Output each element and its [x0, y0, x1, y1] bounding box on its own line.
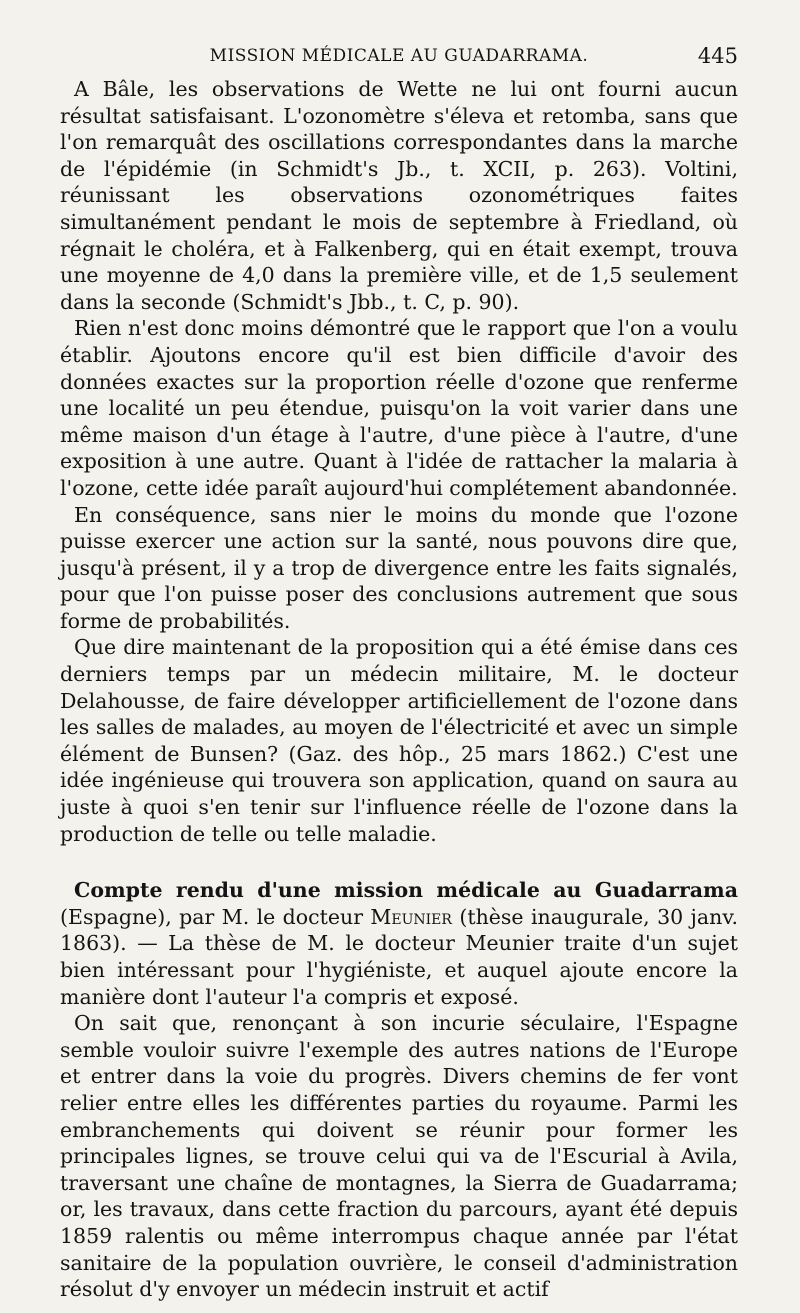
- body-text: [60, 76, 738, 1303]
- review-rest: (thèse inaugurale, 30 janv. 1863). — La thèse de M. le docteur Meunier traite d'un sujet bien intéressant pour l'hygiéniste, et auquel ajoute encore la manière dont l'auteur l'a compris et exposé.: [60, 904, 738, 1009]
- section-gap: [60, 847, 738, 877]
- paragraph-rapport: Rien n'est donc moins démontré que le rapport que l'on a voulu établir. Ajoutons encore qu'il est bien difficile d'avoir des données exactes sur la proportion réelle d'ozone que renferme une localité un peu étendue, puisqu'on la voit varier dans une même maison d'un étage à l'autre, d'une pièce à l'autre, d'une exposition à une autre. Quant à l'idée de rattacher la malaria à l'ozone, cette idée paraît aujourd'hui complétement abandonnée.: [60, 316, 738, 500]
- running-head: [60, 36, 738, 76]
- paragraph-delahousse: Que dire maintenant de la proposition qui a été émise dans ces derniers temps par un médecin militaire, M. le docteur Delahousse, de faire développer artificiellement de l'ozone dans les salles de malades, au moyen de l'électricité et avec un simple élément de Bunsen? (Gaz. des hôp., 25 mars 1862.) C'est une idée ingénieuse qui trouvera son application, quand on saura au juste à quoi s'en tenir sur l'influence réelle de l'ozone dans la production de telle ou telle maladie.: [60, 635, 738, 846]
- paragraph-wette: A Bâle, les observations de Wette ne lui ont fourni aucun résultat satisfaisant. L'ozonomètre s'éleva et retomba, sans que l'on remarquât des oscillations correspondantes dans la marche de l'épidémie (in Schmidt's Jb., t. XCII, p. 263). Voltini, réunissant les observations ozonométriques faites simultanément pendant le mois de septembre à Friedland, où régnait le choléra, et à Falkenberg, qui en était exempt, trouva une moyenne de 4,0 dans la première ville, et de 1,5 seulement dans la seconde (Schmidt's Jbb., t. C, p. 90).: [60, 77, 738, 314]
- page-number: 445: [697, 44, 738, 68]
- paragraph-espagne: On sait que, renonçant à son incurie séculaire, l'Espagne semble vouloir suivre l'exemple des autres nations de l'Europe et entrer dans la voie du progrès. Divers chemins de fer vont relier entre elles les différentes parties du royaume. Parmi les embranchements qui doivent se réunir pour former les principales lignes, se trouve celui qui va de l'Escurial à Avila, traversant une chaîne de montagnes, la Sierra de Guadarrama; or, les travaux, dans cette fraction du parcours, ayant été depuis 1859 ralentis ou même interrompus chaque année par l'état sanitaire de la population ouvrière, le conseil d'administration résolut d'y envoyer un médecin instruit et actif: [60, 1011, 738, 1302]
- paragraph-consequence: En conséquence, sans nier le moins du monde que l'ozone puisse exercer une action sur la santé, nous pouvons dire que, jusqu'à présent, il y a trop de divergence entre les faits signalés, pour que l'on puisse poser des conclusions autrement que sous forme de probabilités.: [60, 502, 738, 633]
- running-title: MISSION MÉDICALE AU GUADARRAMA.: [209, 46, 589, 66]
- review-paragraph: [60, 877, 738, 1010]
- review-author: Meunier: [370, 904, 452, 929]
- review-intro: (Espagne), par M. le docteur: [60, 904, 371, 929]
- review-title: Compte rendu d'une mission médicale au Guadarrama: [74, 878, 738, 903]
